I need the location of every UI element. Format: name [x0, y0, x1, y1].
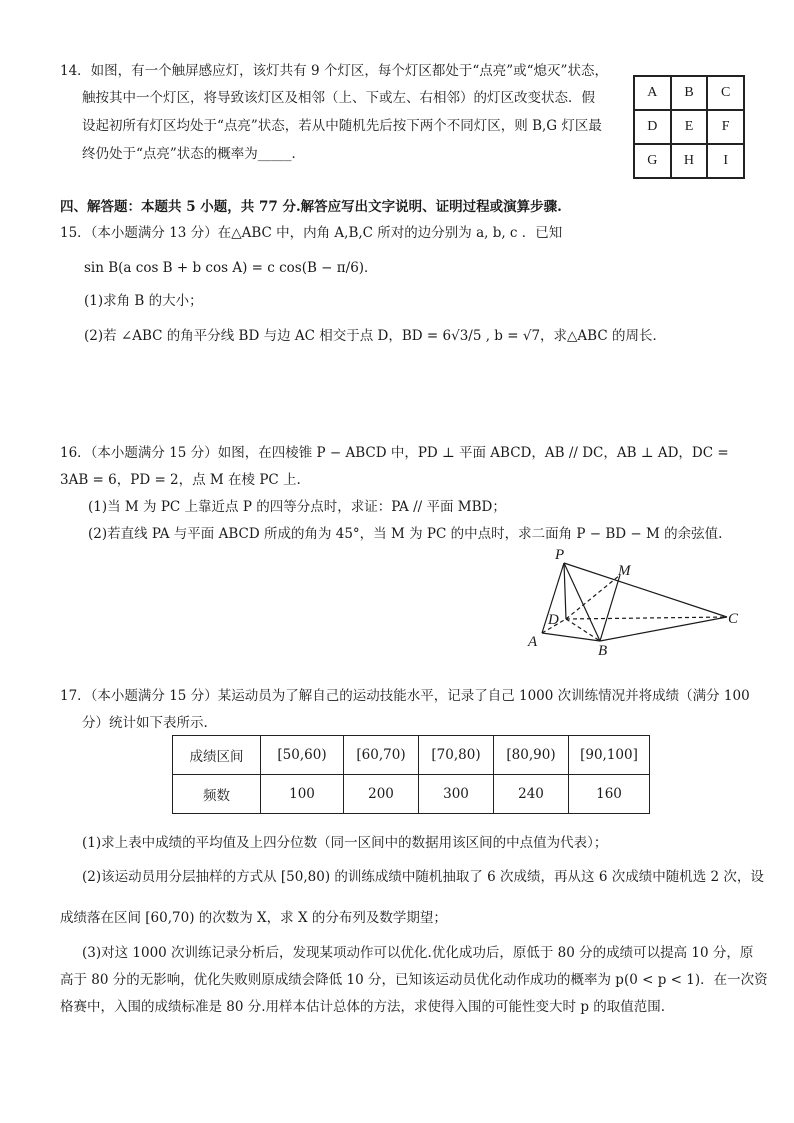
q15-part-2: (2)若 ∠ABC 的角平分线 BD 与边 AC 相交于点 D，BD = 6√3/5 , b = √7，求△ABC 的周长．: [84, 328, 666, 344]
table-cell: 成绩区间: [173, 736, 261, 775]
pyramid-figure: [522, 545, 747, 660]
grid-cell-h: H: [671, 144, 708, 178]
label-c: C: [728, 611, 739, 627]
table-cell: 300: [419, 775, 494, 814]
table-cell: 200: [344, 775, 419, 814]
table-cell: [60,70): [344, 736, 419, 775]
q17-part-1: (1)求上表中成绩的平均值及上四分位数（同一区间中的数据用该区间的中点值为代表）；: [82, 835, 608, 851]
grid-cell-a: A: [634, 76, 671, 110]
section-4-heading: 四、解答题：本题共 5 小题，共 77 分.解答应写出文字说明、证明过程或演算步骤.: [60, 199, 562, 215]
q16-line-2: 3AB = 6，PD = 2，点 M 在棱 PC 上.: [60, 472, 301, 488]
q17-part-3a: (3)对这 1000 次训练记录分析后，发现某项动作可以优化.优化成功后，原低于 80 分的成绩可以提高 10 分，原: [82, 945, 754, 961]
grid-cell-g: G: [634, 144, 671, 178]
grid-cell-f: F: [707, 110, 744, 144]
light-grid: [633, 75, 745, 179]
label-a: A: [528, 634, 538, 650]
q17-line-1: 17．（本小题满分 15 分）某运动员为了解自己的运动技能水平，记录了自己 1000 次训练情况并将成绩（满分 100: [60, 688, 750, 704]
table-cell: 100: [261, 775, 344, 814]
score-table: [172, 735, 650, 814]
label-m: M: [618, 563, 631, 579]
table-cell: 频数: [173, 775, 261, 814]
table-cell: 160: [569, 775, 650, 814]
q15-part-1: (1)求角 B 的大小；: [84, 293, 203, 309]
table-cell: [90,100]: [569, 736, 650, 775]
table-cell: [80,90): [494, 736, 569, 775]
label-d: D: [548, 612, 559, 628]
q14-line-2: 触按其中一个灯区，将导致该灯区及相邻（上、下或左、右相邻）的灯区改变状态．假: [82, 90, 595, 106]
label-b: B: [598, 643, 608, 659]
q17-part-3c: 格赛中，入围的成绩标准是 80 分.用样本估计总体的方法，求使得入围的可能性变大时 p 的取值范围.: [60, 999, 666, 1015]
grid-cell-i: I: [707, 144, 744, 178]
q16-part-1: (1)当 M 为 PC 上靠近点 P 的四等分点时，求证：PA // 平面 MBD；: [88, 499, 506, 515]
grid-cell-e: E: [671, 110, 708, 144]
table-cell: 240: [494, 775, 569, 814]
q15-formula: sin B(a cos B + b cos A) = c cos(B − π/6)．: [84, 260, 378, 276]
table-row: [173, 736, 650, 775]
grid-cell-c: C: [707, 76, 744, 110]
q17-part-2a: (2)该运动员用分层抽样的方式从 [50,80) 的训练成绩中随机抽取了 6 次成绩，再从这 6 次成绩中随机选 2 次，设: [82, 869, 764, 885]
q14-line-3: 设起初所有灯区均处于“点亮”状态，若从中随机先后按下两个不同灯区，则 B,G 灯区最: [82, 118, 602, 134]
q14-line-1: 14．如图，有一个触屏感应灯，该灯共有 9 个灯区，每个灯区都处于“点亮”或“熄灭”状态，: [60, 63, 608, 79]
grid-cell-d: D: [634, 110, 671, 144]
q16-part-2: (2)若直线 PA 与平面 ABCD 所成的角为 45°，当 M 为 PC 的中点时，求二面角 P − BD − M 的余弦值.: [88, 526, 723, 542]
q17-line-2: 分）统计如下表所示.: [82, 715, 208, 731]
table-row: [173, 775, 650, 814]
grid-cell-b: B: [671, 76, 708, 110]
q16-line-1: 16．（本小题满分 15 分）如图，在四棱锥 P − ABCD 中，PD ⊥ 平面 ABCD，AB // DC，AB ⊥ AD，DC =: [60, 445, 729, 461]
q15-line-1: 15．（本小题满分 13 分）在△ABC 中，内角 A,B,C 所对的边分别为 a, b, c ．已知: [60, 225, 563, 241]
table-cell: [50,60): [261, 736, 344, 775]
q14-line-4: 终仍处于“点亮”状态的概率为_____．: [82, 146, 306, 162]
table-cell: [70,80): [419, 736, 494, 775]
q17-part-3b: 高于 80 分的无影响，优化失败则原成绩会降低 10 分，已知该运动员优化动作成功的概率为 p(0 < p < 1)．在一次资: [60, 972, 768, 988]
q17-part-2b: 成绩落在区间 [60,70) 的次数为 X，求 X 的分布列及数学期望；: [60, 910, 447, 926]
label-p: P: [555, 547, 565, 563]
